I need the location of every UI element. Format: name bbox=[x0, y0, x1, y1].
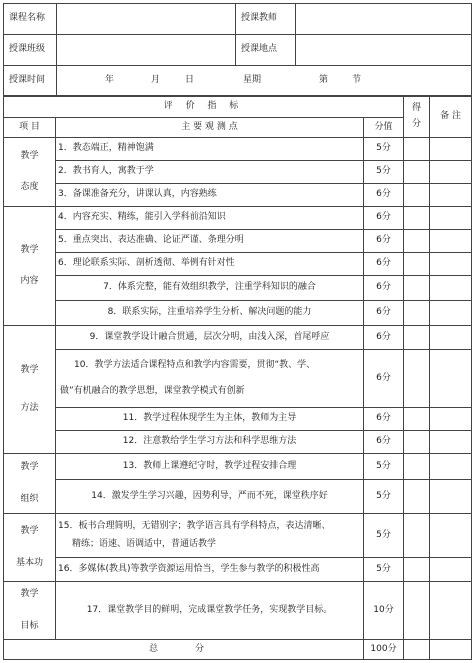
course-name-label: 课程名称 bbox=[4, 4, 57, 35]
score-cell[interactable] bbox=[404, 161, 430, 184]
score-cell[interactable] bbox=[404, 350, 430, 408]
observation-header: 主 要 观 测 点 bbox=[56, 118, 364, 138]
category-content: 教学 内容 bbox=[4, 207, 56, 326]
notes-cell[interactable] bbox=[430, 408, 472, 431]
score-cell[interactable] bbox=[404, 230, 430, 253]
criterion-text: 11．教学过程体现学生为主体，教师为主导 bbox=[56, 408, 364, 431]
total-notes-cell[interactable] bbox=[430, 640, 472, 660]
score-cell[interactable] bbox=[404, 276, 430, 301]
notes-cell[interactable] bbox=[430, 514, 472, 558]
notes-cell[interactable] bbox=[430, 582, 472, 640]
time-label: 授课时间 bbox=[4, 66, 57, 97]
criterion-points: 6分 bbox=[364, 230, 404, 253]
teacher-label: 授课教师 bbox=[236, 4, 296, 35]
score-cell[interactable] bbox=[404, 184, 430, 207]
item-header: 项 目 bbox=[4, 118, 56, 138]
notes-cell[interactable] bbox=[430, 326, 472, 350]
criterion-text: 16．多媒体(教具)等教学资源运用恰当，学生参与教学的积极性高 bbox=[56, 558, 364, 582]
criterion-text: 2．教书育人，寓教于学 bbox=[56, 161, 364, 184]
time-month: 月 bbox=[151, 75, 161, 85]
time-year: 年 bbox=[105, 75, 115, 85]
score-header: 得 分 bbox=[404, 96, 430, 138]
score-cell[interactable] bbox=[404, 582, 430, 640]
criterion-points: 6分 bbox=[364, 326, 404, 350]
notes-cell[interactable] bbox=[430, 161, 472, 184]
notes-cell[interactable] bbox=[430, 207, 472, 230]
criterion-text: 5．重点突出、表达准确、论证严谨、条理分明 bbox=[56, 230, 364, 253]
criterion-text: 13．教师上课遵纪守时，教学过程安排合理 bbox=[56, 454, 364, 480]
score-cell[interactable] bbox=[404, 408, 430, 431]
notes-cell[interactable] bbox=[430, 276, 472, 301]
notes-cell[interactable] bbox=[430, 253, 472, 276]
category-objective: 教学 目标 bbox=[4, 582, 56, 640]
criterion-text: 4．内容充实、精练，能引入学科前沿知识 bbox=[56, 207, 364, 230]
header-info-table bbox=[3, 3, 472, 97]
score-cell[interactable] bbox=[404, 301, 430, 326]
notes-cell[interactable] bbox=[430, 184, 472, 207]
notes-header: 备 注 bbox=[430, 96, 472, 138]
criterion-points: 6分 bbox=[364, 253, 404, 276]
notes-cell[interactable] bbox=[430, 431, 472, 454]
criterion-points: 6分 bbox=[364, 431, 404, 454]
score-cell[interactable] bbox=[404, 480, 430, 514]
criterion-points: 5分 bbox=[364, 161, 404, 184]
eval-indicator-header: 评 价 指 标 bbox=[4, 96, 404, 118]
criterion-points: 6分 bbox=[364, 350, 404, 408]
criterion-text: 6．理论联系实际、剖析透彻、举例有针对性 bbox=[56, 253, 364, 276]
score-cell[interactable] bbox=[404, 207, 430, 230]
course-name-field[interactable] bbox=[57, 4, 236, 35]
notes-cell[interactable] bbox=[430, 480, 472, 514]
criterion-text: 10．教学方法适合课程特点和教学内容需要，贯彻“教、学、 做”有机融合的教学思想，课堂教学模式有创新 bbox=[56, 350, 364, 408]
notes-cell[interactable] bbox=[430, 558, 472, 582]
score-cell[interactable] bbox=[404, 454, 430, 480]
total-label: 总 分 bbox=[4, 640, 364, 660]
criterion-points: 6分 bbox=[364, 207, 404, 230]
criterion-text: 12．注意教给学生学习方法和科学思维方法 bbox=[56, 431, 364, 454]
criterion-text: 7．体系完整，能有效组织教学，注重学科知识的融合 bbox=[56, 276, 364, 301]
criterion-points: 6分 bbox=[364, 301, 404, 326]
criterion-points: 5分 bbox=[364, 558, 404, 582]
time-day: 日 bbox=[185, 75, 195, 85]
evaluation-table bbox=[3, 95, 472, 660]
notes-cell[interactable] bbox=[430, 454, 472, 480]
criterion-text: 1．教态端正，精神饱满 bbox=[56, 138, 364, 161]
category-basic-skills: 教学 基本功 bbox=[4, 514, 56, 582]
criterion-points: 10分 bbox=[364, 582, 404, 640]
criterion-points: 5分 bbox=[364, 138, 404, 161]
notes-cell[interactable] bbox=[430, 350, 472, 408]
score-cell[interactable] bbox=[404, 431, 430, 454]
criterion-text: 8．联系实际，注重培养学生分析、解决问题的能力 bbox=[56, 301, 364, 326]
criterion-points: 6分 bbox=[364, 276, 404, 301]
score-cell[interactable] bbox=[404, 558, 430, 582]
criterion-text: 14．激发学生学习兴趣，因势利导，严而不死，课堂秩序好 bbox=[56, 480, 364, 514]
criterion-points: 5分 bbox=[364, 514, 404, 558]
teacher-field[interactable] bbox=[296, 4, 472, 35]
category-attitude: 教学 态度 bbox=[4, 138, 56, 207]
time-period-jie: 节 bbox=[352, 75, 362, 85]
notes-cell[interactable] bbox=[430, 301, 472, 326]
criterion-text: 17．课堂教学目的鲜明，完成课堂教学任务，实现教学目标。 bbox=[56, 582, 364, 640]
category-organization: 教学 组织 bbox=[4, 454, 56, 514]
criterion-points: 5分 bbox=[364, 480, 404, 514]
score-cell[interactable] bbox=[404, 514, 430, 558]
score-cell[interactable] bbox=[404, 138, 430, 161]
criterion-points: 5分 bbox=[364, 454, 404, 480]
criterion-text: 3．备课准备充分，讲课认真，内容熟练 bbox=[56, 184, 364, 207]
criterion-points: 6分 bbox=[364, 184, 404, 207]
class-label: 授课班级 bbox=[4, 35, 57, 66]
location-field[interactable] bbox=[296, 35, 472, 66]
time-field[interactable] bbox=[57, 66, 472, 97]
score-cell[interactable] bbox=[404, 253, 430, 276]
total-score-cell[interactable] bbox=[404, 640, 430, 660]
time-weekday: 星期 bbox=[243, 75, 262, 85]
notes-cell[interactable] bbox=[430, 138, 472, 161]
notes-cell[interactable] bbox=[430, 230, 472, 253]
criterion-text: 9．课堂教学设计融合贯通，层次分明，由浅入深，首尾呼应 bbox=[56, 326, 364, 350]
class-field[interactable] bbox=[57, 35, 236, 66]
score-cell[interactable] bbox=[404, 326, 430, 350]
time-period-di: 第 bbox=[319, 75, 329, 85]
points-header: 分值 bbox=[364, 118, 404, 138]
criterion-points: 6分 bbox=[364, 408, 404, 431]
category-method: 教学 方法 bbox=[4, 326, 56, 454]
location-label: 授课地点 bbox=[236, 35, 296, 66]
criterion-text: 15．板书合理简明，无错别字；教学语言具有学科特点，表达清晰、 精练；语速、语调适中，普通话教学 bbox=[56, 514, 364, 558]
total-points: 100分 bbox=[364, 640, 404, 660]
